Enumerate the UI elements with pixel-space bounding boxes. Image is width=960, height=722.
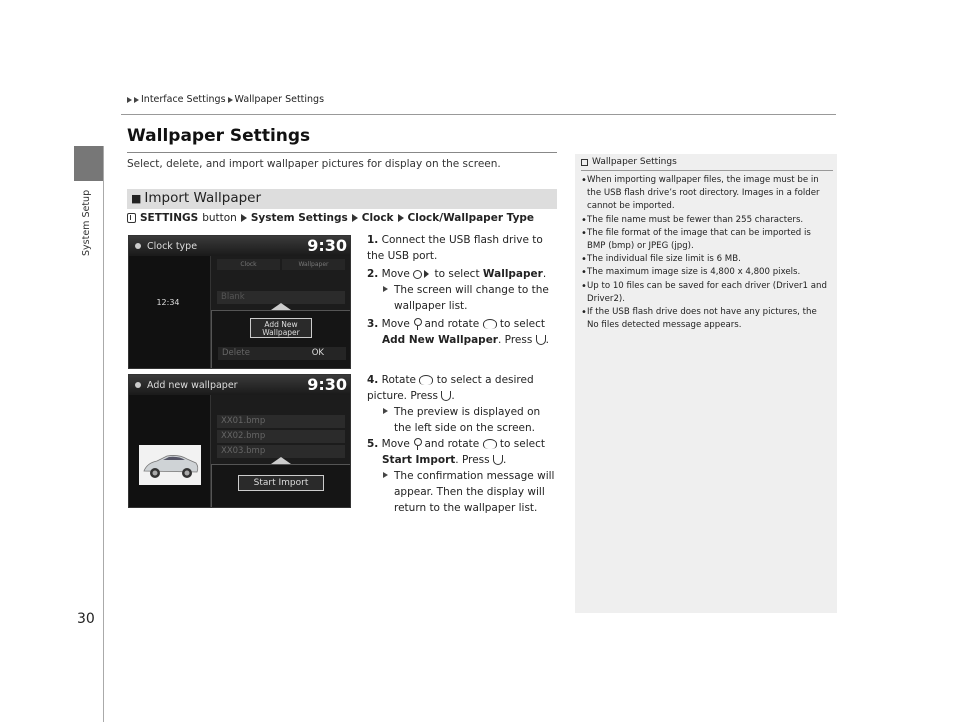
ok-option[interactable]: OK: [311, 348, 324, 358]
note-item: • The file format of the image that can be imported is BMP (bmp) or JPEG (jpg).: [581, 227, 831, 253]
breadcrumb-arrow-icon: [228, 97, 233, 103]
header-rule: [121, 114, 836, 115]
path-arrow-icon: [398, 214, 404, 222]
rotate-knob-icon: [419, 375, 433, 385]
screenshot-add-new-wallpaper: [128, 374, 351, 508]
file-item[interactable]: XX01.bmp: [217, 415, 345, 428]
section-heading: [127, 189, 557, 209]
step-text: to select: [499, 318, 545, 330]
screen-title: Add new wallpaper: [147, 379, 238, 391]
notes-heading-text: Wallpaper Settings: [592, 157, 677, 167]
step-text: Move: [381, 268, 410, 280]
breadcrumb-arrow-icon: [127, 97, 132, 103]
tab-row: [217, 259, 345, 270]
step-result: The preview is displayed on the left side on the screen.: [394, 406, 541, 434]
step-number: 5.: [367, 438, 379, 450]
note-item: • If the USB flash drive does not have any pictures, the No files detected message appears.: [581, 306, 831, 332]
screen-clock: 9:30: [307, 375, 347, 394]
wallpaper-row[interactable]: Blank: [217, 291, 345, 304]
press-icon: [536, 335, 546, 345]
note-item: • The individual file size limit is 6 MB.: [581, 253, 831, 266]
step-text: . Press: [455, 454, 490, 466]
breadcrumb-arrow-icon: [134, 97, 139, 103]
file-item[interactable]: XX02.bmp: [217, 430, 345, 443]
square-bullet-icon: ■: [131, 192, 142, 205]
file-list-pane: [211, 395, 351, 508]
scroll-up-icon: [271, 303, 291, 310]
notes-heading: [581, 157, 677, 167]
menu-path: [127, 212, 534, 224]
step-text: and rotate: [424, 318, 480, 330]
section-heading-text: Import Wallpaper: [144, 190, 262, 206]
note-box-icon: [581, 159, 588, 166]
note-item: • The file name must be fewer than 255 characters.: [581, 214, 831, 227]
back-icon: [135, 382, 141, 388]
preview-pane: [129, 395, 211, 508]
step-text: Move: [381, 318, 410, 330]
note-item: • When importing wallpaper files, the image must be in the USB flash drive’s root directory. Images in a folder cannot be imported.: [581, 174, 831, 214]
step-number: 4.: [367, 374, 379, 386]
path-item: Clock/Wallpaper Type: [407, 212, 535, 224]
move-down-icon: [413, 438, 421, 450]
path-item: System Settings: [250, 212, 348, 224]
breadcrumb-item[interactable]: Interface Settings: [141, 94, 226, 105]
step-result: The confirmation message will appear. Then the display will return to the wallpaper list.: [394, 470, 555, 514]
path-item: Clock: [361, 212, 394, 224]
result-arrow-icon: [383, 286, 388, 292]
rotate-knob-icon: [483, 439, 497, 449]
preview-clock: 12:34: [156, 298, 180, 307]
move-down-icon: [413, 318, 421, 330]
section-tab-marker: [74, 146, 104, 181]
popup-menu: [211, 464, 351, 508]
page-title: Wallpaper Settings: [127, 126, 311, 146]
note-item: • The maximum image size is 4,800 x 4,800 pixels.: [581, 266, 831, 279]
step-target: Add New Wallpaper: [382, 334, 498, 346]
add-new-wallpaper-button[interactable]: Add New Wallpaper: [250, 318, 312, 338]
breadcrumb: [127, 94, 324, 105]
file-item[interactable]: XX03.bmp: [217, 445, 345, 458]
intro-text: Select, delete, and import wallpaper pictures for display on the screen.: [127, 158, 501, 170]
press-icon: [441, 391, 451, 401]
step-text: Move: [381, 438, 410, 450]
step-number: 2.: [367, 268, 379, 280]
press-icon: [493, 455, 503, 465]
step-number: 1.: [367, 234, 379, 246]
step-text: Connect the USB flash drive to the USB port.: [367, 234, 543, 262]
step-target: Wallpaper: [482, 268, 543, 280]
scroll-up-icon: [271, 457, 291, 464]
screenshot-clock-type: [128, 235, 351, 369]
move-right-icon: [413, 269, 431, 279]
notes-list: [581, 174, 831, 332]
delete-option[interactable]: Delete OK: [218, 347, 346, 360]
start-import-button[interactable]: Start Import: [238, 475, 324, 491]
step-text: . Press: [498, 334, 533, 346]
step-text: to select a desired picture. Press: [367, 374, 534, 402]
breadcrumb-item[interactable]: Wallpaper Settings: [234, 94, 325, 105]
notes-rule: [581, 170, 833, 171]
path-home-suffix: button: [202, 212, 237, 224]
home-button-icon: [127, 213, 136, 223]
steps-group-1: 1. Connect the USB flash drive to the USB port. 2. Move to select Wallpaper. The screen will change to the wallpaper list. 3. Move and rotate to select Add New Wallpaper. Press .: [367, 232, 559, 348]
steps-group-2: 4. Rotate to select a desired picture. Press . The preview is displayed on the left side on the screen. 5. Move and rotate to select Start Import. Press . The confirmation message will appear. Then the display will return to the wallpaper list.: [367, 372, 559, 516]
side-section-label: System Setup: [81, 189, 92, 256]
path-arrow-icon: [241, 214, 247, 222]
title-rule: [127, 152, 557, 153]
popup-menu: [211, 310, 351, 369]
path-arrow-icon: [352, 214, 358, 222]
rotate-knob-icon: [483, 319, 497, 329]
result-arrow-icon: [383, 408, 388, 414]
step-target: Start Import: [382, 454, 456, 466]
step-text: to select: [499, 438, 545, 450]
screen-header: [129, 236, 350, 256]
step-result: The screen will change to the wallpaper list.: [394, 284, 549, 312]
tab-clock[interactable]: Clock: [217, 259, 280, 270]
preview-pane: [129, 256, 211, 369]
step-text: and rotate: [424, 438, 480, 450]
step-number: 3.: [367, 318, 379, 330]
path-home: SETTINGS: [140, 212, 199, 224]
result-arrow-icon: [383, 472, 388, 478]
notes-panel: [575, 154, 837, 613]
note-item: • Up to 10 files can be saved for each driver (Driver1 and Driver2).: [581, 280, 831, 306]
menu-pane: [211, 256, 351, 369]
screen-header: [129, 375, 350, 395]
screen-clock: 9:30: [307, 236, 347, 255]
back-icon: [135, 243, 141, 249]
screen-title: Clock type: [147, 240, 198, 252]
page-number: 30: [77, 611, 95, 627]
step-text: Rotate: [381, 374, 417, 386]
car-preview-image: [139, 445, 201, 485]
step-text: to select: [434, 268, 480, 280]
tab-wallpaper[interactable]: Wallpaper: [282, 259, 345, 270]
side-divider: [103, 146, 104, 722]
